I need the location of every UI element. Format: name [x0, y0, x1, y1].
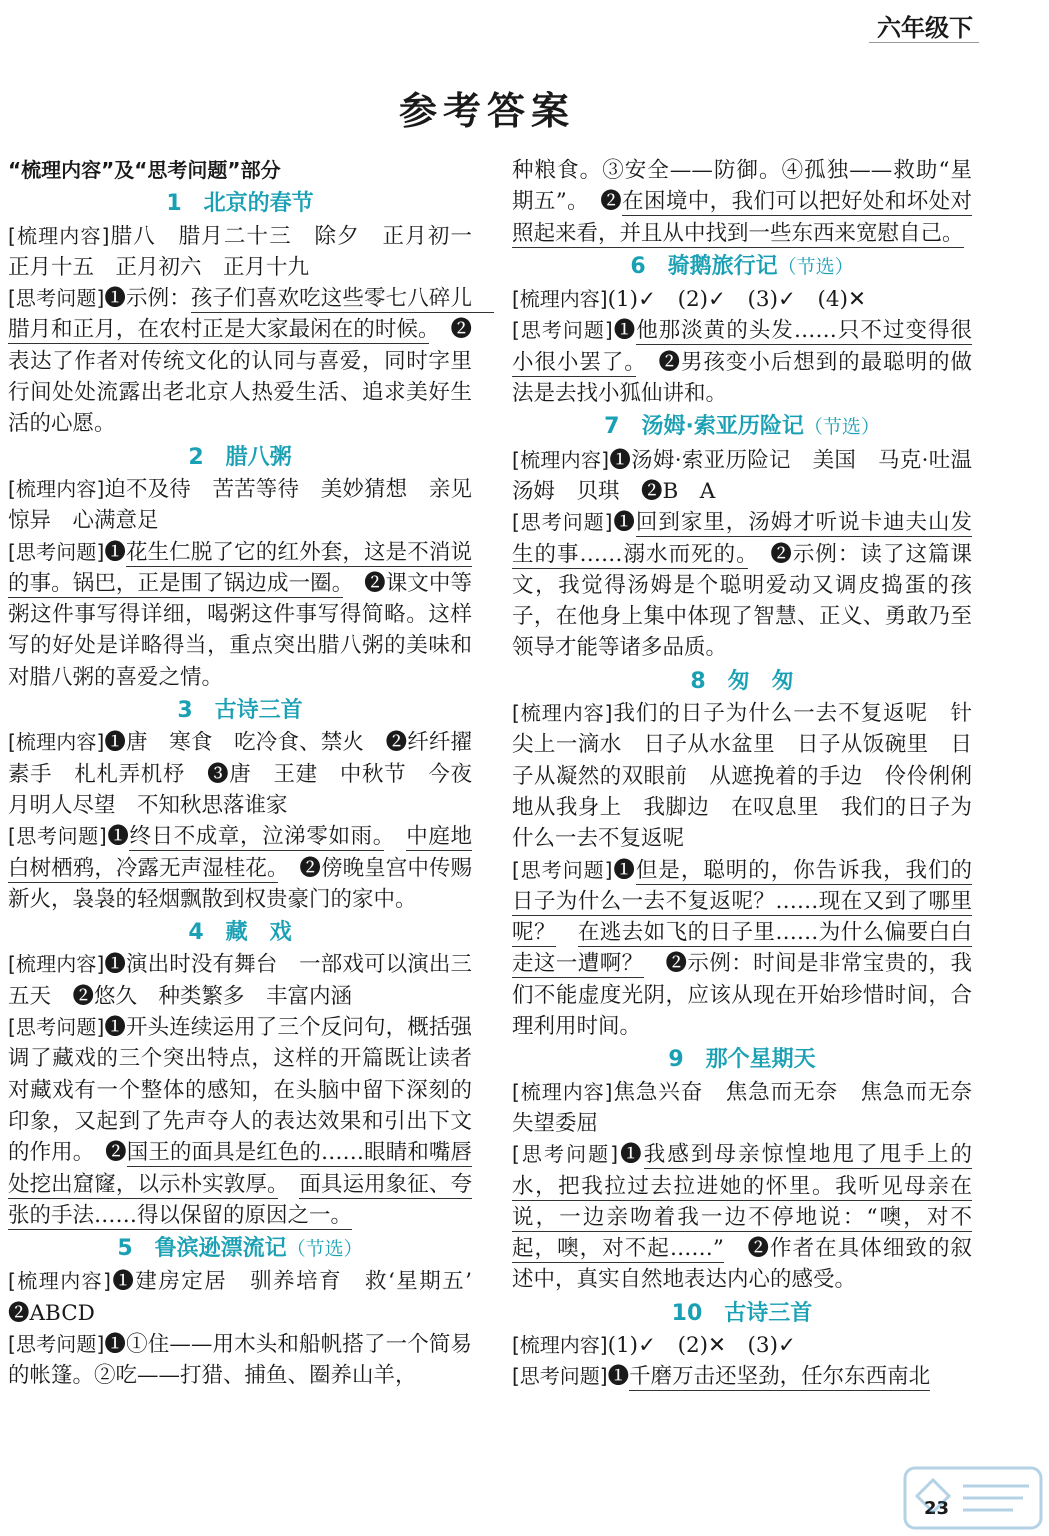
- section-tag: [思考问题]: [512, 1364, 608, 1389]
- answer-block: [8, 1329, 472, 1392]
- page-number: 23: [923, 1498, 949, 1519]
- underlined-answer: 千磨万击还坚劲，任尔东西南北: [629, 1364, 931, 1390]
- answer-text: ❶: [104, 539, 127, 565]
- underlined-answer: 面具运用象征、夸张的手法……得以保留的原因之一。: [8, 1171, 472, 1228]
- answer-text: ❷示例：读了这篇课文，我觉得汤姆是个聪明爱动又调皮捣蛋的孩子，在他身上集中体现了智慧、正义、勇敢乃至领导才能等诸多品质。: [512, 541, 972, 661]
- underlined-answer: 花生仁脱了它的红外套，这是不消说的事。锅巴，正是围了锅边成一圈。: [8, 539, 472, 596]
- answer-text: [278, 1172, 300, 1197]
- lesson-name: 古诗三首: [214, 698, 303, 724]
- answer-block: [512, 1330, 972, 1361]
- lesson-title: [512, 1298, 972, 1329]
- header-rule: [869, 42, 979, 43]
- answer-block: [512, 445, 994, 508]
- answer-block: [8, 221, 494, 284]
- lesson-name: 汤姆·索亚历险记: [641, 414, 804, 440]
- lesson-number: 10: [671, 1300, 703, 1326]
- lesson-title: [512, 1044, 972, 1075]
- answer-text: ❶①住——用木头和船帆搭了一个简易的帐篷。②吃——打猎、捕鱼、圈养山羊，: [8, 1331, 472, 1389]
- section-tag: [梳理内容]: [512, 447, 610, 472]
- answer-block: [8, 821, 472, 915]
- left-column: [8, 155, 494, 1392]
- answer-text: ❶: [618, 1142, 644, 1168]
- lesson-title: [512, 666, 972, 697]
- underlined-answer: 但是，聪明的，你告诉我，我们的日子为什么一去不复返呢？……现在又到了哪里呢？: [512, 857, 972, 946]
- section-tag: [梳理内容]: [8, 952, 105, 977]
- answer-text: 种粮食。③安全——防御。④孤独——救助“星期五”。 ❷: [512, 158, 972, 215]
- answer-block: [8, 474, 472, 537]
- section-tag: [梳理内容]: [512, 1332, 608, 1357]
- underlined-answer: 他那淡黄的头发……只不过变得很小很小罢了。: [512, 318, 972, 375]
- answer-block: [8, 537, 472, 693]
- section-tag: [梳理内容]: [8, 476, 105, 501]
- lesson-number: 9: [668, 1047, 684, 1073]
- section-tag: [梳理内容]: [8, 730, 105, 755]
- section-tag: [梳理内容]: [512, 701, 613, 726]
- answer-block: [8, 727, 472, 821]
- underlined-answer: 中庭地白树栖鸦，冷露无声湿桂花。: [8, 824, 472, 881]
- lesson-name: 古诗三首: [724, 1300, 813, 1326]
- lesson-note: （节选）: [286, 1238, 363, 1261]
- section-tag: [思考问题]: [8, 1015, 105, 1040]
- lesson-number: 1: [166, 191, 182, 217]
- answer-text: ❶汤姆·索亚历险记 美国 马克·吐温 汤姆 贝琪 ❷B A: [512, 447, 994, 504]
- grade-label: 六年级下: [877, 14, 973, 42]
- answer-block: [512, 1139, 972, 1295]
- lesson-number: 7: [604, 414, 620, 440]
- answer-text: [556, 920, 578, 945]
- lesson-number: 4: [188, 920, 204, 946]
- underlined-answer: 在逃去如飞的日子里……为什么偏要白白走这一遭啊？: [512, 920, 972, 977]
- lesson-name: 腊八粥: [225, 444, 292, 470]
- answer-text: ❶: [607, 1364, 630, 1390]
- lesson-title: [8, 695, 472, 726]
- section-tag: [梳理内容]: [512, 287, 608, 312]
- underlined-answer: 回到家里，汤姆才听说卡迪夫山发生的事……溺水而死的。: [512, 510, 972, 567]
- lesson-title: [512, 251, 972, 283]
- section-tag: [思考问题]: [8, 1331, 105, 1356]
- section-tag: [思考问题]: [512, 857, 613, 882]
- lesson-name: 匆 匆: [727, 668, 794, 694]
- right-column: [512, 155, 994, 1393]
- answer-text: ❶唐 寒食 吃冷食、禁火 ❷纤纤擢素手 札札弄机杼 ❸唐 王建 中秋节 今夜月明人尽望 不知秋思落谁家: [8, 730, 472, 818]
- answer-text: ❶演出时没有舞台 一部戏可以演出三五天 ❷悠久 种类繁多 丰富内涵: [8, 952, 472, 1009]
- answer-block: [8, 1012, 472, 1231]
- lesson-note: （节选）: [777, 255, 854, 278]
- answer-text: ❶: [612, 510, 636, 536]
- answer-text: 迫不及待 苦苦等待 美妙猜想 亲见惊异 心满意足: [8, 476, 472, 534]
- answer-block: [8, 949, 472, 1012]
- lesson-title: [8, 917, 472, 948]
- answer-text: ❷作者在具体细致的叙述中，真实自然地表达内心的感受。: [512, 1236, 972, 1293]
- answer-text: ❷示例：时间是非常宝贵的，我们不能虚度光阴，应该从现在开始珍惜时间，合理利用时间。: [512, 951, 972, 1040]
- underlined-answer: 我感到母亲惊惶地甩了甩手上的水，把我拉过去拉进她的怀里。我听见母亲在说，一边亲吻着我一边不停地说：“噢，对不起，噢，对不起……”: [512, 1142, 972, 1262]
- section-tag: [思考问题]: [512, 510, 613, 535]
- lesson-name: 藏 戏: [225, 920, 292, 946]
- lesson-title: [8, 188, 472, 219]
- answer-text: ❶: [106, 824, 130, 850]
- answer-block: [512, 698, 972, 854]
- answer-text: ❷傍晚皇宫中传赐新火，袅袅的轻烟飘散到权贵豪门的家中。: [8, 855, 472, 912]
- answer-text: ❷表达了作者对传统文化的认同与喜爱，同时字里行间处处流露出老北京人热爱生活、追求美好生活的心愿。: [8, 317, 472, 437]
- answer-text: ❷男孩变小后想到的最聪明的做法是去找小狐仙讲和。: [512, 349, 972, 407]
- answer-text: ❶建房定居 驯养培育 救‘星期五’ ❷ABCD: [8, 1269, 494, 1326]
- lesson-name: 骑鹅旅行记: [667, 253, 778, 279]
- answer-block: [512, 155, 972, 249]
- answer-text: (1)✓ (2)✓ (3)✓ (4)✕: [607, 287, 866, 313]
- section-tag: [思考问题]: [8, 539, 105, 564]
- answer-text: 我们的日子为什么一去不复返呢 针尖上一滴水 日子从水盆里 日子从饭碗里 日子从凝然的双眼前 从遮挽着的手边 伶伶俐俐地从我身上 我脚边 在叹息里 我们的日子为什么一去不复返呢: [512, 701, 972, 852]
- answer-text: ❶: [612, 857, 636, 883]
- answer-text: 焦急兴奋 焦急而无奈 焦急而无奈 失望委屈: [512, 1079, 994, 1136]
- answer-text: 腊八 腊月二十三 除夕 正月初一 正月十五 正月初六 正月十九: [8, 223, 494, 280]
- answer-block: [512, 1077, 994, 1140]
- left-column-content: [8, 188, 494, 1391]
- lesson-number: 2: [188, 444, 204, 470]
- answer-block: [512, 284, 972, 315]
- watermark-logo: [903, 1466, 1043, 1530]
- answer-text: ❶开头连续运用了三个反问句，概括强调了藏戏的三个突出特点，这样的开篇既让读者对藏戏有一个整体的感知，在头脑中留下深刻的印象，又起到了先声夺人的表达效果和引出下文的作用。 ❷: [8, 1015, 472, 1166]
- answer-block: [8, 1266, 494, 1329]
- lesson-title: [8, 1233, 472, 1265]
- underlined-answer: 国王的面具是红色的……眼睛和嘴唇处挖出窟窿，以示朴实敦厚。: [8, 1140, 472, 1197]
- lesson-number: 6: [630, 253, 646, 279]
- lesson-name: 那个星期天: [705, 1047, 816, 1073]
- underlined-answer: 孩子们喜欢吃这些零七八碎儿 腊月和正月，在农村正是大家最闲在的时候。: [8, 286, 494, 343]
- answer-block: [512, 1361, 972, 1392]
- section-tag: [思考问题]: [512, 318, 613, 343]
- answer-block: [8, 283, 494, 439]
- answer-text: ❶: [612, 318, 637, 344]
- lesson-name: 北京的春节: [203, 191, 314, 217]
- right-column-content: [512, 155, 994, 1393]
- section-tag: [梳理内容]: [8, 1269, 111, 1294]
- lesson-title: [512, 411, 972, 443]
- page-title: 参考答案: [398, 89, 575, 133]
- answer-text: ❶示例：: [104, 286, 191, 312]
- section-header: “梳理内容”及“思考问题”部分: [8, 158, 281, 182]
- answer-text: (1)✓ (2)✕ (3)✓: [607, 1332, 797, 1358]
- answer-block: [512, 507, 972, 663]
- answer-block: [512, 855, 972, 1043]
- lesson-number: 3: [177, 698, 193, 724]
- lesson-title: [8, 442, 472, 473]
- answer-text: ❷课文中等粥这件事写得详细，喝粥这件事写得简略。这样写的好处是详略得当，重点突出腊八粥的美味和对腊八粥的喜爱之情。: [8, 570, 472, 690]
- lesson-number: 8: [690, 668, 706, 694]
- section-tag: [梳理内容]: [8, 223, 110, 248]
- lesson-number: 5: [117, 1236, 133, 1262]
- section-tag: [思考问题]: [8, 286, 105, 311]
- section-tag: [思考问题]: [512, 1142, 619, 1167]
- lesson-name: 鲁滨逊漂流记: [154, 1236, 287, 1262]
- lesson-note: （节选）: [803, 416, 880, 439]
- answer-text: [384, 824, 406, 849]
- underlined-answer: 终日不成章，泣涕零如雨。: [129, 824, 385, 850]
- section-tag: [思考问题]: [8, 824, 107, 849]
- underlined-answer: 在困境中，我们可以把好处和坏处对照起来看，并且从中找到一些东西来宽慰自己。: [512, 189, 972, 246]
- answer-block: [512, 315, 972, 409]
- section-tag: [梳理内容]: [512, 1079, 613, 1104]
